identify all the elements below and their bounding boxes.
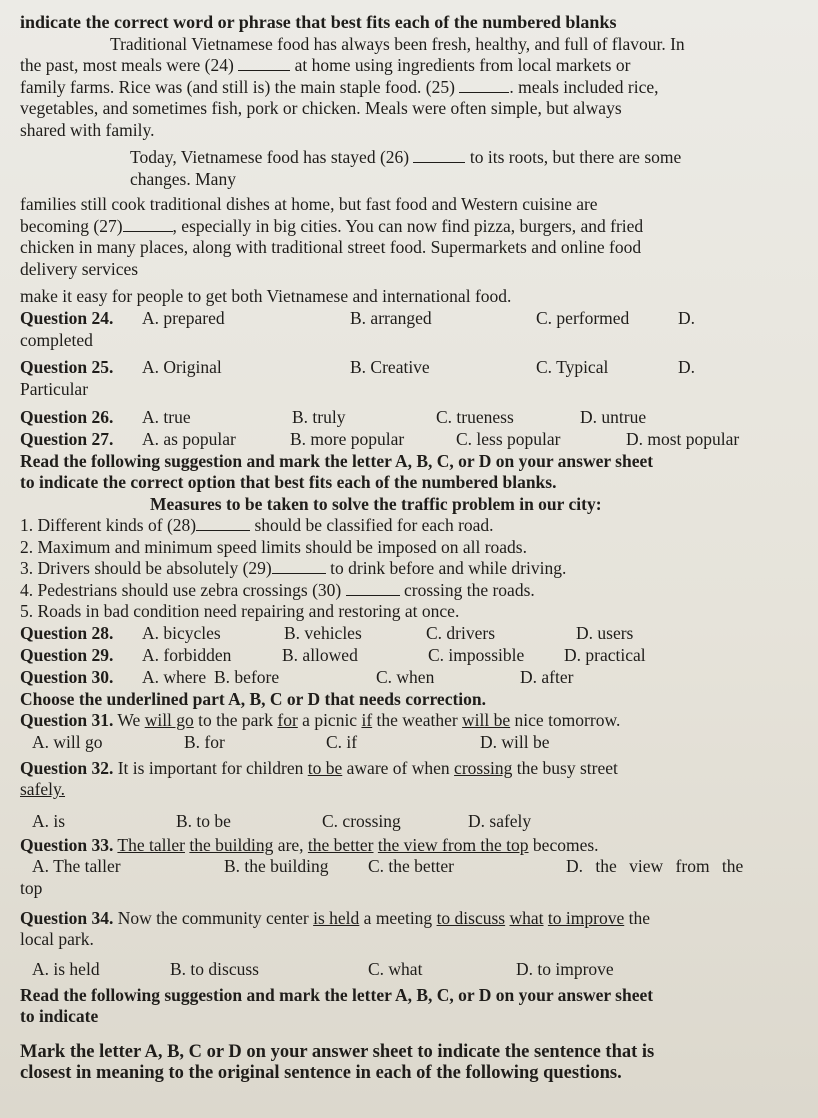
section2-heading: to indicate the correct option that best fits each of the numbered blanks. — [20, 472, 557, 492]
section1-heading: indicate the correct word or phrase that best fits each of the numbered blanks — [20, 12, 617, 32]
question-31 — [20, 710, 790, 754]
passage1-line: the past, most meals were (24) at home using ingredients from local markets or — [20, 55, 631, 75]
question-34 — [20, 908, 790, 981]
option-c[interactable]: C. Typical — [536, 357, 609, 377]
passage1-line: family farms. Rice was (and still is) the main staple food. (25) . meals included rice, — [20, 76, 659, 97]
option-a[interactable]: A. will go — [32, 731, 103, 752]
option-a[interactable]: A. true — [142, 406, 191, 427]
option-b[interactable]: B. for — [184, 731, 225, 752]
option-d[interactable]: D. most popular — [626, 428, 740, 449]
passage1-line: changes. Many — [130, 168, 236, 189]
option-c[interactable]: C. impossible — [428, 644, 525, 665]
passage1-line: becoming (27) , especially in big cities. You can now find pizza, burgers, and fried — [20, 215, 644, 236]
option-d[interactable]: D. to improve — [516, 958, 614, 979]
option-d-wrap: top — [20, 878, 43, 898]
passage-traffic — [20, 515, 790, 623]
question-sentence-wrap: safely. — [20, 779, 66, 799]
option-a[interactable]: A. bicycles — [142, 622, 221, 643]
blank-26[interactable] — [413, 148, 465, 163]
option-c[interactable]: C. performed — [536, 307, 630, 328]
option-d[interactable]: D. users — [576, 622, 634, 643]
traffic-passage-title: Measures to be taken to solve the traffic problem in our city: — [150, 493, 602, 514]
option-a[interactable]: A. The taller — [32, 856, 121, 876]
question-30: Question 30. A. where B. before C. when D. after — [20, 666, 574, 687]
option-c[interactable]: C. crossing — [322, 810, 401, 831]
option-d[interactable]: D. the view from the — [566, 856, 744, 876]
passage1-line: delivery services — [20, 258, 139, 279]
option-b[interactable]: B. truly — [292, 406, 346, 427]
option-b[interactable]: B. before — [214, 666, 280, 687]
list-item: 5. Roads in bad condition need repairing and restoring at once. — [20, 601, 460, 621]
blank-30[interactable] — [346, 581, 400, 596]
option-a[interactable]: A. prepared — [142, 307, 225, 328]
option-d[interactable]: D. — [678, 357, 696, 377]
passage1-line: make it easy for people to get both Vietnamese and international food. — [20, 286, 512, 306]
option-c[interactable]: C. when — [376, 666, 435, 687]
section4-heading: Read the following suggestion and mark the letter A, B, C, or D on your answer sheet — [20, 984, 654, 1005]
option-d-wrap: completed — [20, 329, 93, 350]
option-d[interactable]: D. practical — [564, 644, 646, 665]
option-a[interactable]: A. forbidden — [142, 644, 232, 665]
option-c[interactable]: C. trueness — [436, 406, 514, 427]
option-a[interactable]: A. is held — [32, 958, 100, 979]
list-item: 4. Pedestrians should use zebra crossings (30) crossing the roads. — [20, 579, 535, 600]
blank-29[interactable] — [272, 559, 326, 574]
question-25: Question 25. A. Original B. Creative C. Typical D. Particular — [20, 357, 790, 401]
option-a[interactable]: A. is — [32, 810, 66, 831]
question-sentence: Question 34. Now the community center is held a meeting to discuss what to improve the — [20, 907, 650, 928]
option-a[interactable]: A. where — [142, 666, 207, 687]
passage-vietnamese-food — [20, 34, 790, 308]
option-d[interactable]: D. untrue — [580, 406, 647, 427]
section2-heading: Read the following suggestion and mark the letter A, B, C, or D on your answer sheet — [20, 450, 654, 471]
option-c[interactable]: C. drivers — [426, 622, 496, 643]
list-item: 2. Maximum and minimum speed limits should be imposed on all roads. — [20, 536, 527, 557]
passage1-line: chicken in many places, along with traditional street food. Supermarkets and online food — [20, 237, 642, 257]
option-d[interactable]: D. safely — [468, 810, 532, 831]
list-item: 3. Drivers should be absolutely (29) to drink before and while driving. — [20, 558, 567, 578]
passage1-line: shared with family. — [20, 119, 155, 140]
passage1-line: Today, Vietnamese food has stayed (26) to its roots, but there are some — [130, 147, 682, 167]
option-b[interactable]: B. the building — [224, 856, 329, 876]
option-b[interactable]: B. to discuss — [170, 958, 259, 979]
question-sentence-wrap: local park. — [20, 929, 94, 949]
option-d[interactable]: D. after — [520, 666, 574, 687]
option-d[interactable]: D. will be — [480, 731, 550, 752]
blank-28[interactable] — [196, 516, 250, 531]
blank-27[interactable] — [123, 217, 173, 232]
question-27: Question 27. A. as popular B. more popular C. less popular D. most popular — [20, 428, 740, 449]
question-sentence: Question 32. It is important for children to be aware of when crossing the busy street — [20, 757, 618, 778]
option-b[interactable]: B. allowed — [282, 644, 358, 665]
option-b[interactable]: B. Creative — [350, 357, 430, 377]
list-item: 1. Different kinds of (28) should be classified for each road. — [20, 515, 494, 535]
question-32 — [20, 758, 790, 833]
blank-25[interactable] — [459, 78, 509, 93]
question-29: Question 29. A. forbidden B. allowed C. impossible D. practical — [20, 644, 646, 665]
passage1-line: vegetables, and sometimes fish, pork or chicken. Meals were often simple, but always — [20, 98, 622, 118]
option-c[interactable]: C. if — [326, 731, 358, 752]
question-26: Question 26. A. true B. truly C. trueness D. untrue — [20, 406, 647, 427]
section5-heading: Mark the letter A, B, C or D on your answer sheet to indicate the sentence that is — [20, 1041, 655, 1062]
section5-heading: closest in meaning to the original sentence in each of the following questions. — [20, 1063, 622, 1083]
option-b[interactable]: B. more popular — [290, 428, 405, 449]
question-33 — [20, 835, 790, 900]
section3-heading: Choose the underlined part A, B, C or D that needs correction. — [20, 688, 487, 709]
option-b[interactable]: B. vehicles — [284, 622, 362, 643]
question-sentence: Question 33. The taller the building are, the better the view from the top becomes. — [20, 834, 599, 855]
question-sentence: Question 31. We will go to the park for a picnic if the weather will be nice tomorrow. — [20, 710, 621, 730]
passage1-line: Traditional Vietnamese food has always been fresh, healthy, and full of flavour. In — [110, 33, 685, 54]
passage1-line: families still cook traditional dishes at home, but fast food and Western cuisine are — [20, 194, 598, 214]
option-a[interactable]: A. as popular — [142, 428, 236, 449]
section4-heading: to indicate — [20, 1006, 99, 1026]
option-b[interactable]: B. arranged — [350, 307, 432, 328]
option-c[interactable]: C. less popular — [456, 428, 561, 449]
option-c[interactable]: C. what — [368, 958, 423, 979]
option-c[interactable]: C. the better — [368, 856, 455, 876]
option-d-wrap: Particular — [20, 379, 89, 399]
option-a[interactable]: A. Original — [142, 357, 222, 377]
option-b[interactable]: B. to be — [176, 810, 231, 831]
question-24: Question 24. A. prepared B. arranged C. performed D. completed — [20, 308, 790, 352]
question-28: Question 28. A. bicycles B. vehicles C. drivers D. users — [20, 622, 634, 643]
blank-24[interactable] — [238, 56, 290, 71]
option-d[interactable]: D. — [678, 307, 696, 328]
